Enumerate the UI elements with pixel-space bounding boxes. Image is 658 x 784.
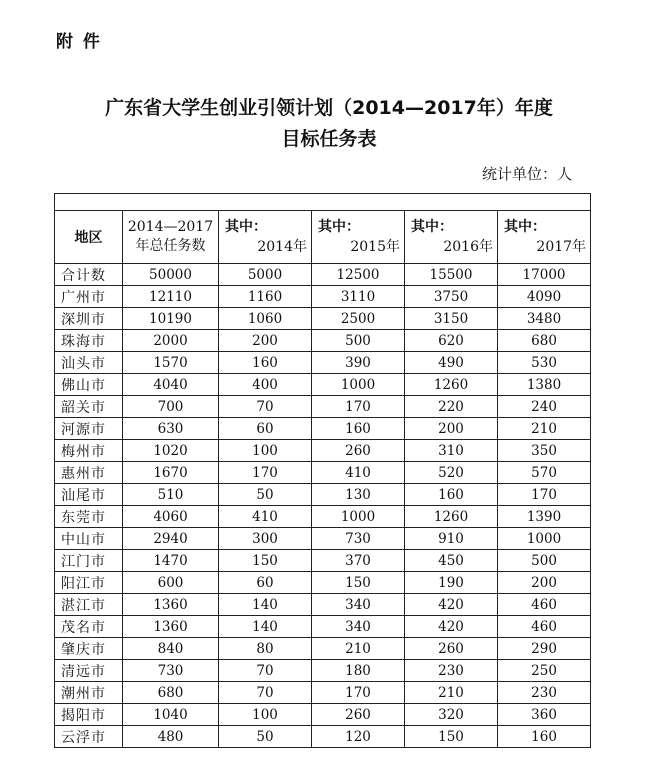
cell-region: 惠州市 [55, 462, 123, 484]
cell-y2017: 680 [498, 330, 591, 352]
cell-y2017: 570 [498, 462, 591, 484]
cell-total: 2940 [123, 528, 219, 550]
cell-region: 韶关市 [55, 396, 123, 418]
cell-y2015: 1000 [312, 374, 405, 396]
cell-y2016: 620 [405, 330, 498, 352]
table-row [55, 726, 591, 748]
table-row [55, 440, 591, 462]
cell-y2015: 260 [312, 704, 405, 726]
cell-y2015: 120 [312, 726, 405, 748]
cell-y2015: 730 [312, 528, 405, 550]
table-row [55, 616, 591, 638]
cell-total: 840 [123, 638, 219, 660]
table-row [55, 286, 591, 308]
header-2015-line1: 其中： [318, 219, 360, 235]
cell-y2016: 490 [405, 352, 498, 374]
cell-region: 湛江市 [55, 594, 123, 616]
cell-region: 梅州市 [55, 440, 123, 462]
cell-y2016: 3150 [405, 308, 498, 330]
unit-label: 统计单位：人 [481, 165, 572, 183]
cell-total: 600 [123, 572, 219, 594]
cell-y2014: 410 [219, 506, 312, 528]
cell-region: 合计数 [55, 264, 123, 286]
table-row [55, 352, 591, 374]
cell-total: 12110 [123, 286, 219, 308]
header-2016-line2: 2016年 [443, 239, 493, 255]
cell-y2016: 310 [405, 440, 498, 462]
header-total [123, 211, 219, 264]
cell-y2016: 230 [405, 660, 498, 682]
cell-y2014: 100 [219, 704, 312, 726]
cell-y2017: 4090 [498, 286, 591, 308]
table-row [55, 308, 591, 330]
cell-y2014: 5000 [219, 264, 312, 286]
header-2015-line2: 2015年 [350, 239, 400, 255]
cell-y2015: 160 [312, 418, 405, 440]
cell-y2015: 180 [312, 660, 405, 682]
table-row [55, 396, 591, 418]
header-2017-line2: 2017年 [536, 239, 587, 255]
cell-y2017: 230 [498, 682, 591, 704]
cell-y2016: 910 [405, 528, 498, 550]
cell-region: 江门市 [55, 550, 123, 572]
cell-y2014: 100 [219, 440, 312, 462]
cell-y2017: 160 [498, 726, 591, 748]
cell-y2014: 60 [219, 418, 312, 440]
header-total-line2: 年总任务数 [135, 238, 206, 254]
cell-y2014: 50 [219, 484, 312, 506]
cell-total: 4040 [123, 374, 219, 396]
cell-y2014: 140 [219, 616, 312, 638]
cell-y2015: 370 [312, 550, 405, 572]
cell-y2017: 1380 [498, 374, 591, 396]
document-title: 广东省大学生创业引领计划（2014—2017年）年度 [105, 97, 553, 119]
cell-y2017: 250 [498, 660, 591, 682]
target-task-table [54, 193, 591, 748]
table-row [55, 374, 591, 396]
table-row [55, 484, 591, 506]
cell-y2014: 70 [219, 682, 312, 704]
cell-region: 茂名市 [55, 616, 123, 638]
table-row [55, 418, 591, 440]
table-row [55, 638, 591, 660]
table-row [55, 704, 591, 726]
cell-y2015: 410 [312, 462, 405, 484]
cell-y2015: 12500 [312, 264, 405, 286]
cell-y2015: 150 [312, 572, 405, 594]
cell-y2015: 1000 [312, 506, 405, 528]
cell-y2014: 70 [219, 396, 312, 418]
header-2017-line1: 其中： [504, 219, 546, 235]
cell-y2014: 50 [219, 726, 312, 748]
cell-y2017: 210 [498, 418, 591, 440]
cell-region: 深圳市 [55, 308, 123, 330]
cell-y2017: 530 [498, 352, 591, 374]
table-row [55, 330, 591, 352]
header-2016-line1: 其中： [411, 219, 453, 235]
header-2014 [219, 211, 312, 264]
header-row [55, 211, 591, 264]
cell-region: 广州市 [55, 286, 123, 308]
cell-y2014: 400 [219, 374, 312, 396]
cell-y2016: 150 [405, 726, 498, 748]
table-row [55, 572, 591, 594]
cell-y2015: 340 [312, 594, 405, 616]
cell-y2017: 460 [498, 594, 591, 616]
cell-total: 630 [123, 418, 219, 440]
cell-y2014: 160 [219, 352, 312, 374]
cell-y2014: 170 [219, 462, 312, 484]
cell-total: 730 [123, 660, 219, 682]
cell-y2016: 210 [405, 682, 498, 704]
cell-y2017: 17000 [498, 264, 591, 286]
cell-y2014: 140 [219, 594, 312, 616]
cell-region: 肇庆市 [55, 638, 123, 660]
table-row [55, 682, 591, 704]
cell-y2015: 170 [312, 682, 405, 704]
cell-y2015: 210 [312, 638, 405, 660]
cell-y2016: 450 [405, 550, 498, 572]
table-row [55, 660, 591, 682]
header-2015 [312, 211, 405, 264]
table-row [55, 594, 591, 616]
cell-y2017: 350 [498, 440, 591, 462]
cell-y2017: 3480 [498, 308, 591, 330]
cell-region: 清远市 [55, 660, 123, 682]
header-spacer-cell [55, 194, 591, 211]
cell-y2014: 150 [219, 550, 312, 572]
cell-y2014: 200 [219, 330, 312, 352]
cell-region: 云浮市 [55, 726, 123, 748]
cell-total: 1020 [123, 440, 219, 462]
cell-y2017: 290 [498, 638, 591, 660]
cell-total: 700 [123, 396, 219, 418]
cell-y2014: 1160 [219, 286, 312, 308]
table-row [55, 528, 591, 550]
cell-y2015: 390 [312, 352, 405, 374]
cell-y2017: 240 [498, 396, 591, 418]
cell-total: 480 [123, 726, 219, 748]
cell-y2017: 360 [498, 704, 591, 726]
cell-total: 1040 [123, 704, 219, 726]
document-subtitle: 目标任务表 [281, 128, 377, 150]
cell-region: 揭阳市 [55, 704, 123, 726]
table-row [55, 264, 591, 286]
cell-y2015: 170 [312, 396, 405, 418]
cell-y2017: 1390 [498, 506, 591, 528]
header-spacer-row [55, 194, 591, 211]
cell-y2016: 260 [405, 638, 498, 660]
cell-y2016: 190 [405, 572, 498, 594]
cell-y2015: 130 [312, 484, 405, 506]
cell-y2014: 60 [219, 572, 312, 594]
cell-total: 1670 [123, 462, 219, 484]
cell-y2016: 200 [405, 418, 498, 440]
cell-region: 佛山市 [55, 374, 123, 396]
header-2014-line2: 2014年 [257, 239, 307, 255]
cell-total: 1360 [123, 594, 219, 616]
cell-y2015: 340 [312, 616, 405, 638]
header-2016 [405, 211, 498, 264]
cell-y2016: 420 [405, 616, 498, 638]
header-region: 地区 [55, 211, 123, 264]
cell-y2016: 3750 [405, 286, 498, 308]
cell-y2016: 320 [405, 704, 498, 726]
cell-region: 东莞市 [55, 506, 123, 528]
cell-y2016: 15500 [405, 264, 498, 286]
cell-region: 汕尾市 [55, 484, 123, 506]
cell-total: 1570 [123, 352, 219, 374]
cell-y2015: 3110 [312, 286, 405, 308]
header-2017 [498, 211, 591, 264]
cell-y2016: 420 [405, 594, 498, 616]
cell-region: 中山市 [55, 528, 123, 550]
cell-y2017: 460 [498, 616, 591, 638]
cell-region: 阳江市 [55, 572, 123, 594]
cell-y2016: 1260 [405, 506, 498, 528]
cell-total: 10190 [123, 308, 219, 330]
cell-total: 680 [123, 682, 219, 704]
cell-y2014: 1060 [219, 308, 312, 330]
cell-total: 510 [123, 484, 219, 506]
cell-y2016: 220 [405, 396, 498, 418]
cell-y2016: 1260 [405, 374, 498, 396]
table-row [55, 550, 591, 572]
cell-total: 1360 [123, 616, 219, 638]
cell-y2017: 200 [498, 572, 591, 594]
cell-y2015: 2500 [312, 308, 405, 330]
cell-y2016: 160 [405, 484, 498, 506]
cell-region: 潮州市 [55, 682, 123, 704]
table-body [55, 264, 591, 748]
header-2014-line1: 其中： [225, 219, 267, 235]
cell-y2017: 170 [498, 484, 591, 506]
cell-y2015: 260 [312, 440, 405, 462]
cell-region: 汕头市 [55, 352, 123, 374]
cell-y2014: 80 [219, 638, 312, 660]
cell-y2014: 70 [219, 660, 312, 682]
cell-y2016: 520 [405, 462, 498, 484]
cell-region: 河源市 [55, 418, 123, 440]
table-row [55, 506, 591, 528]
table-row [55, 462, 591, 484]
cell-total: 50000 [123, 264, 219, 286]
cell-total: 2000 [123, 330, 219, 352]
cell-y2017: 500 [498, 550, 591, 572]
cell-y2014: 300 [219, 528, 312, 550]
cell-y2017: 1000 [498, 528, 591, 550]
cell-y2015: 500 [312, 330, 405, 352]
cell-region: 珠海市 [55, 330, 123, 352]
cell-total: 1470 [123, 550, 219, 572]
cell-total: 4060 [123, 506, 219, 528]
header-total-line1: 2014—2017 [127, 219, 214, 235]
attachment-label: 附 件 [56, 32, 102, 52]
